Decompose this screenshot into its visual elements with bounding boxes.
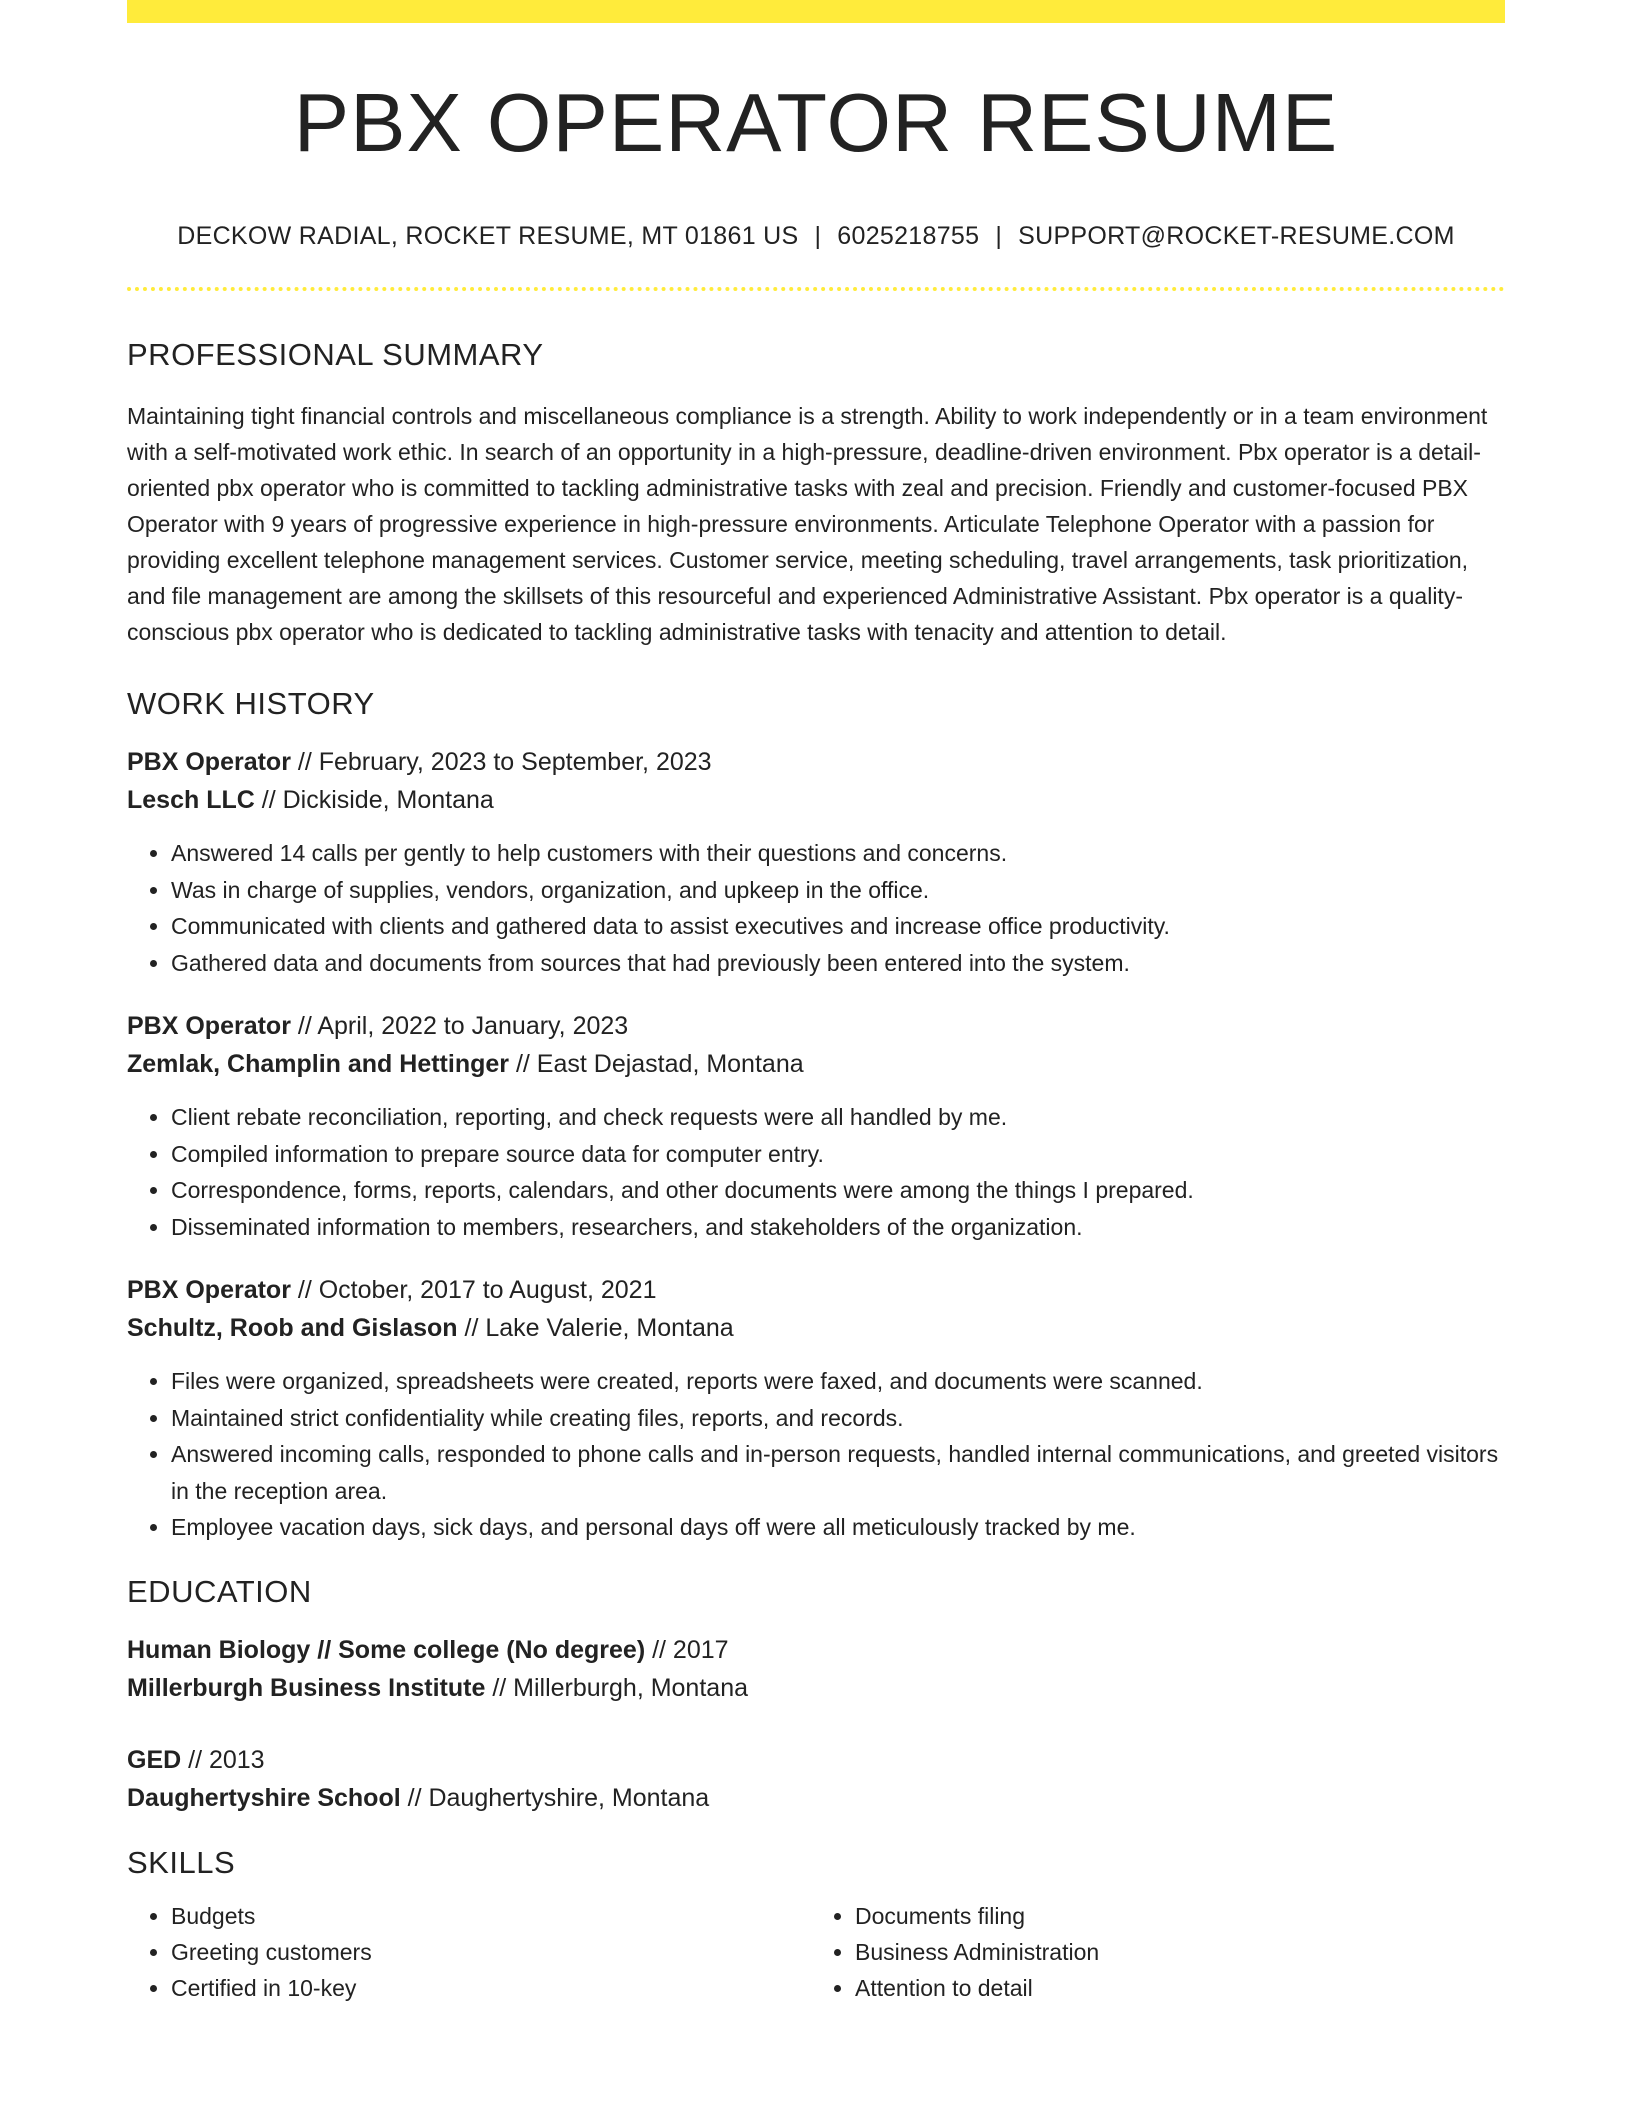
- contact-separator: |: [814, 222, 822, 250]
- job-title-line: [127, 1007, 1505, 1045]
- education-location: // Millerburgh, Montana: [485, 1673, 748, 1702]
- summary-paragraph: Maintaining tight financial controls and miscellaneous compliance is a strength. Ability to work independently or in a team environment with a self-motivated work ethic. In search of an opportunity in a high-pressure, deadline-driven environment. Pbx operator is a detail-oriented pbx operator who is committed to tackling administrative tasks with zeal and precision. Friendly and customer-focused PBX Operator with 9 years of progressive experience in high-pressure environments. Articulate Telephone Operator with a passion for providing excellent telephone management services. Customer service, meeting scheduling, travel arrangements, task prioritization, and file management are among the skillsets of this resourceful and experienced Administrative Assistant. Pbx operator is a quality-conscious pbx operator who is dedicated to tackling administrative tasks with tenacity and attention to detail.: [127, 403, 1488, 645]
- education-entry: [127, 1741, 1505, 1817]
- job-title: PBX Operator: [127, 748, 291, 776]
- education-degree: GED: [127, 1745, 182, 1774]
- job-duties-list: [127, 835, 1505, 981]
- job-company: Schultz, Roob and Gislason: [127, 1314, 458, 1342]
- skills-columns: [127, 1898, 1505, 2006]
- resume-title: PBX OPERATOR RESUME: [293, 76, 1339, 169]
- skills-list-left: [127, 1898, 804, 2006]
- education-school: Millerburgh Business Institute: [127, 1673, 486, 1702]
- skill-item: • Attention to detail: [855, 1970, 1099, 2006]
- skill-item: • Documents filing: [855, 1898, 1099, 1934]
- resume-page: [127, 0, 1505, 2006]
- list-item: • Client rebate reconciliation, reporting, and check requests were all handled by me.: [171, 1099, 1505, 1136]
- education-school: Daughertyshire School: [127, 1783, 401, 1812]
- list-item: • Employee vacation days, sick days, and personal days off were all meticulously tracked by me.: [171, 1509, 1505, 1546]
- contact-separator: |: [995, 222, 1003, 250]
- job-title: PBX Operator: [127, 1276, 291, 1304]
- job-title-line: [127, 1271, 1505, 1309]
- job-company: Lesch LLC: [127, 786, 255, 814]
- section-heading-summary: PROFESSIONAL SUMMARY: [127, 337, 544, 372]
- dotted-divider: [127, 287, 1505, 291]
- list-item: • Files were organized, spreadsheets were created, reports were faxed, and documents were scanned.: [171, 1363, 1505, 1400]
- education-entry: [127, 1631, 1505, 1707]
- job-location: // East Dejastad, Montana: [509, 1050, 804, 1078]
- contact-address: DECKOW RADIAL, ROCKET RESUME, MT 01861 US: [177, 222, 799, 250]
- section-heading-education: EDUCATION: [127, 1573, 312, 1609]
- list-item: • Gathered data and documents from sources that had previously been entered into the system.: [171, 945, 1505, 982]
- list-item: • Compiled information to prepare source data for computer entry.: [171, 1136, 1505, 1173]
- education-school-line: [127, 1779, 1505, 1817]
- job-dates: // April, 2022 to January, 2023: [290, 1012, 629, 1040]
- list-item: • Answered incoming calls, responded to phone calls and in-person requests, handled internal communications, and greeted visitors in the reception area.: [171, 1436, 1505, 1509]
- contact-email[interactable]: SUPPORT@ROCKET-RESUME.COM: [1018, 222, 1455, 250]
- job-company-line: [127, 1309, 1505, 1347]
- list-item: • Communicated with clients and gathered data to assist executives and increase office productivity.: [171, 908, 1505, 945]
- job-entry: [127, 1007, 1505, 1245]
- job-title: PBX Operator: [127, 1012, 291, 1040]
- list-item: • Correspondence, forms, reports, calendars, and other documents were among the things I prepared.: [171, 1172, 1505, 1209]
- section-heading-skills: SKILLS: [127, 1844, 236, 1880]
- job-location: // Lake Valerie, Montana: [457, 1314, 734, 1342]
- education-year: // 2013: [181, 1745, 265, 1774]
- job-dates: // October, 2017 to August, 2021: [290, 1276, 657, 1304]
- contact-phone: 6025218755: [837, 222, 980, 250]
- accent-top-bar: [127, 0, 1505, 23]
- job-dates: // February, 2023 to September, 2023: [290, 748, 712, 776]
- list-item: • Maintained strict confidentiality while creating files, reports, and records.: [171, 1400, 1505, 1437]
- skill-item: • Certified in 10-key: [171, 1970, 804, 2006]
- skill-item: • Business Administration: [855, 1934, 1099, 1970]
- education-degree: Human Biology // Some college (No degree): [127, 1635, 646, 1664]
- job-title-line: [127, 743, 1505, 781]
- job-company: Zemlak, Champlin and Hettinger: [127, 1050, 510, 1078]
- job-location: // Dickiside, Montana: [254, 786, 494, 814]
- contact-line: [127, 224, 1505, 249]
- list-item: • Was in charge of supplies, vendors, organization, and upkeep in the office.: [171, 872, 1505, 909]
- education-year: // 2017: [645, 1635, 729, 1664]
- job-duties-list: [127, 1363, 1505, 1546]
- job-duties-list: [127, 1099, 1505, 1245]
- job-entry: [127, 1271, 1505, 1546]
- education-degree-line: [127, 1741, 1505, 1779]
- list-item: • Disseminated information to members, researchers, and stakeholders of the organization.: [171, 1209, 1505, 1246]
- education-school-line: [127, 1669, 1505, 1707]
- skills-list-right: [804, 1898, 1099, 2006]
- skill-item: • Greeting customers: [171, 1934, 804, 1970]
- education-degree-line: [127, 1631, 1505, 1669]
- skill-item: • Budgets: [171, 1898, 804, 1934]
- job-company-line: [127, 781, 1505, 819]
- list-item: • Answered 14 calls per gently to help customers with their questions and concerns.: [171, 835, 1505, 872]
- job-company-line: [127, 1045, 1505, 1083]
- section-heading-work-history: WORK HISTORY: [127, 686, 375, 721]
- education-location: // Daughertyshire, Montana: [400, 1783, 710, 1812]
- job-entry: [127, 743, 1505, 981]
